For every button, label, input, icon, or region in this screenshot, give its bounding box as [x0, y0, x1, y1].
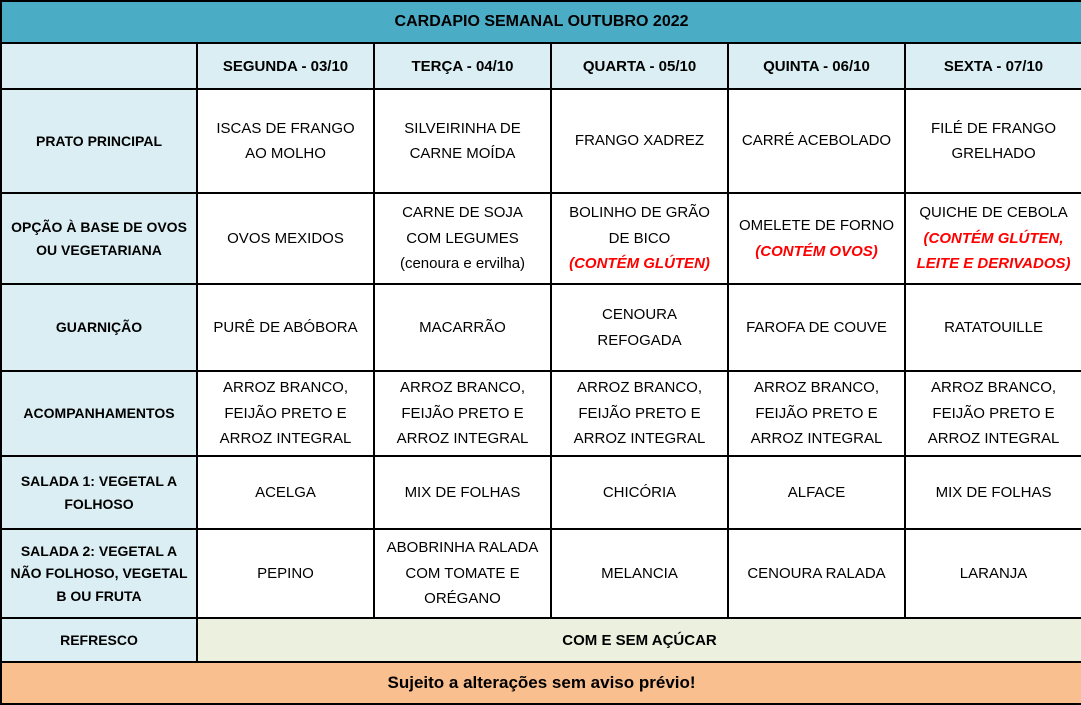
- allergen-note: (CONTÉM GLÚTEN, LEITE E DERIVADOS): [916, 229, 1071, 273]
- dish-name: CARNE DE SOJA COM LEGUMES: [402, 204, 523, 247]
- page-title: CARDAPIO SEMANAL OUTUBRO 2022: [1, 1, 1081, 43]
- menu-footer-section: [1, 618, 1081, 704]
- dish-name: ARROZ BRANCO, FEIJÃO PRETO E ARROZ INTEGRAL: [927, 379, 1060, 448]
- dish-name: CHICÓRIA: [602, 483, 677, 501]
- allergen-note: (CONTÉM OVOS): [755, 242, 878, 260]
- menu-cell: [551, 284, 728, 371]
- menu-cell: [197, 456, 374, 529]
- title-row: [1, 1, 1081, 43]
- menu-cell: [374, 371, 551, 456]
- menu-cell: [905, 371, 1081, 456]
- row-label: SALADA 2: VEGETAL A NÃO FOLHOSO, VEGETAL B OU FRUTA: [1, 529, 197, 618]
- dish-name: SILVEIRINHA DE CARNE MOÍDA: [404, 119, 521, 162]
- dish-name: OVOS MEXIDOS: [227, 229, 344, 247]
- menu-row: [1, 193, 1081, 284]
- menu-cell: [728, 371, 905, 456]
- menu-row: [1, 456, 1081, 529]
- dish-name: QUICHE DE CEBOLA: [919, 204, 1068, 222]
- dish-name: CENOURA RALADA: [747, 564, 886, 582]
- refresco-value: COM E SEM AÇÚCAR: [197, 618, 1081, 662]
- row-label: OPÇÃO À BASE DE OVOS OU VEGETARIANA: [1, 193, 197, 284]
- menu-cell: [374, 193, 551, 284]
- day-header-thursday: QUINTA - 06/10: [728, 43, 905, 89]
- menu-cell: [728, 89, 905, 193]
- menu-cell: [551, 529, 728, 618]
- dish-name: CENOURA REFOGADA: [597, 306, 682, 349]
- dish-name: MIX DE FOLHAS: [935, 483, 1052, 501]
- allergen-note: (CONTÉM GLÚTEN): [569, 255, 710, 273]
- menu-cell: [905, 529, 1081, 618]
- dish-name: LARANJA: [959, 564, 1028, 582]
- dish-name: RATATOUILLE: [944, 318, 1043, 336]
- row-label: SALADA 1: VEGETAL A FOLHOSO: [1, 456, 197, 529]
- dish-name: ARROZ BRANCO, FEIJÃO PRETO E ARROZ INTEGRAL: [750, 379, 883, 448]
- corner-cell: [1, 43, 197, 89]
- menu-cell: [374, 284, 551, 371]
- menu-cell: [728, 284, 905, 371]
- menu-cell: [374, 456, 551, 529]
- menu-cell: [551, 193, 728, 284]
- menu-row: [1, 284, 1081, 371]
- menu-cell: [728, 529, 905, 618]
- dish-name: ARROZ BRANCO, FEIJÃO PRETO E ARROZ INTEGRAL: [219, 379, 352, 448]
- dish-name: OMELETE DE FORNO: [738, 217, 895, 234]
- menu-cell: [551, 89, 728, 193]
- menu-row: [1, 89, 1081, 193]
- row-label: PRATO PRINCIPAL: [1, 89, 197, 193]
- day-header-row: [1, 43, 1081, 89]
- menu-cell: [197, 193, 374, 284]
- dish-name: MACARRÃO: [419, 318, 506, 336]
- footer-note: Sujeito a alterações sem aviso prévio!: [1, 662, 1081, 704]
- menu-cell: [551, 456, 728, 529]
- dish-name: FILÉ DE FRANGO GRELHADO: [931, 119, 1057, 162]
- row-label-refresco: REFRESCO: [1, 618, 197, 662]
- dish-name: ARROZ BRANCO, FEIJÃO PRETO E ARROZ INTEGRAL: [573, 379, 706, 448]
- row-label: GUARNIÇÃO: [1, 284, 197, 371]
- menu-cell: [905, 193, 1081, 284]
- menu-cell: [905, 456, 1081, 529]
- menu-cell: [905, 284, 1081, 371]
- refresco-row: [1, 618, 1081, 662]
- dish-name: ISCAS DE FRANGO AO MOLHO: [216, 119, 355, 162]
- menu-row: [1, 371, 1081, 456]
- menu-cell: [374, 529, 551, 618]
- menu-row: [1, 529, 1081, 618]
- dish-name: ALFACE: [787, 483, 846, 501]
- menu-cell: [197, 529, 374, 618]
- footer-row: [1, 662, 1081, 704]
- day-header-wednesday: QUARTA - 05/10: [551, 43, 728, 89]
- menu-cell: [197, 89, 374, 193]
- menu-cell: [728, 193, 905, 284]
- dish-name: ARROZ BRANCO, FEIJÃO PRETO E ARROZ INTEGRAL: [396, 379, 529, 448]
- dish-name: PURÊ DE ABÓBORA: [213, 318, 358, 336]
- menu-body: [1, 89, 1081, 618]
- dish-name: PEPINO: [257, 564, 314, 582]
- dish-name: CARRÉ ACEBOLADO: [741, 132, 892, 150]
- menu-cell: [551, 371, 728, 456]
- dish-name: MIX DE FOLHAS: [404, 483, 521, 501]
- dish-sub-note: (cenoura e ervilha): [399, 255, 526, 273]
- row-label: ACOMPANHAMENTOS: [1, 371, 197, 456]
- dish-name: FAROFA DE COUVE: [746, 318, 887, 336]
- menu-cell: [197, 284, 374, 371]
- dish-name: MELANCIA: [601, 564, 678, 582]
- dish-name: FRANGO XADREZ: [574, 132, 705, 150]
- day-header-friday: SEXTA - 07/10: [905, 43, 1081, 89]
- day-header-tuesday: TERÇA - 04/10: [374, 43, 551, 89]
- menu-cell: [374, 89, 551, 193]
- dish-name: ACELGA: [255, 483, 316, 501]
- menu-cell: [728, 456, 905, 529]
- day-header-monday: SEGUNDA - 03/10: [197, 43, 374, 89]
- dish-name: ABOBRINHA RALADA COM TOMATE E ORÉGANO: [386, 539, 539, 608]
- menu-cell: [197, 371, 374, 456]
- dish-name: BOLINHO DE GRÃO DE BICO: [569, 204, 710, 247]
- menu-cell: [905, 89, 1081, 193]
